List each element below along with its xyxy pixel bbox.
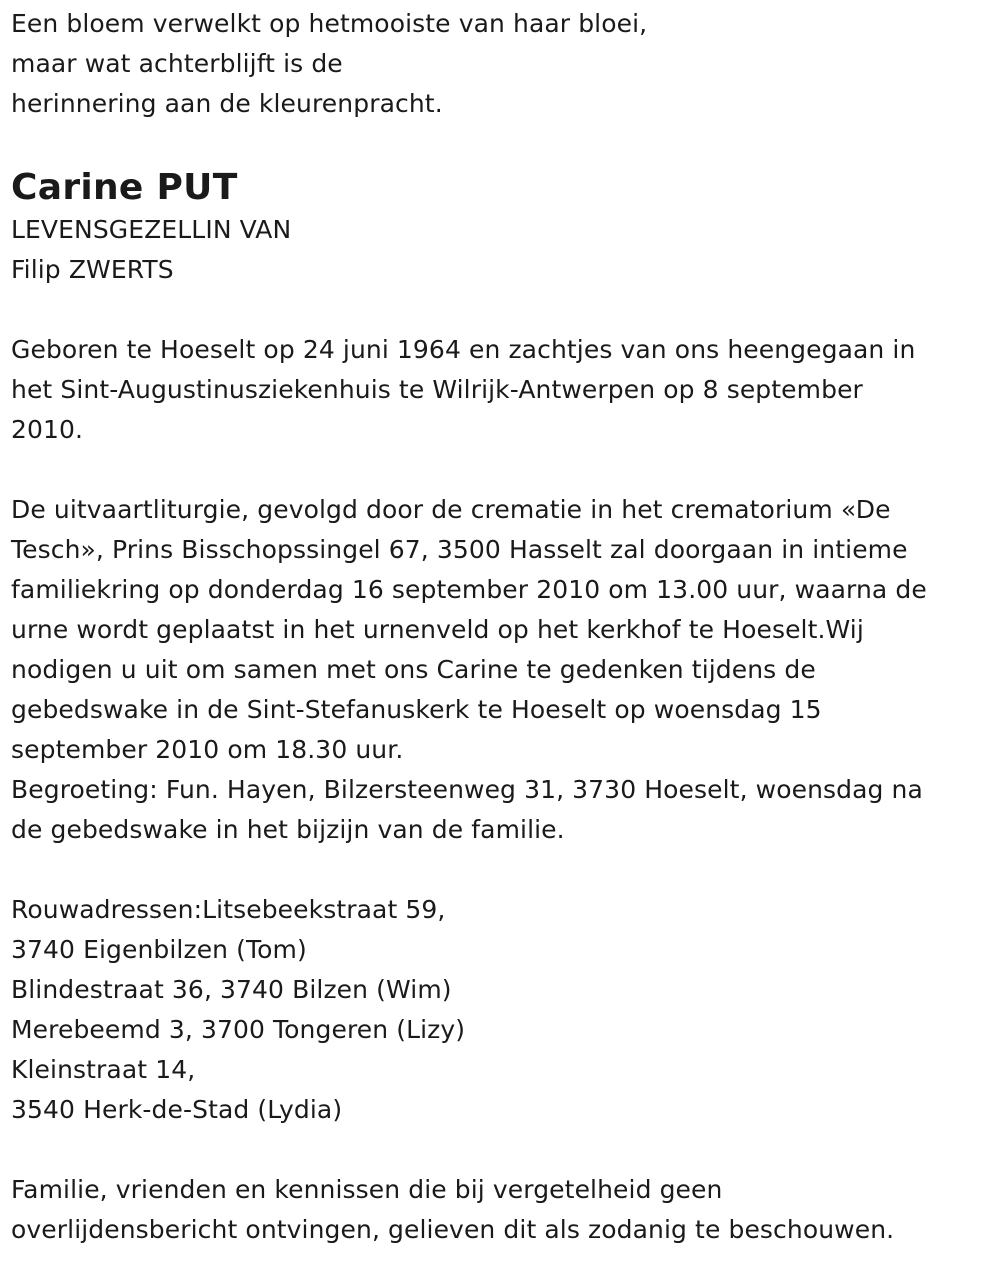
address-line: Rouwadressen:Litsebeekstraat 59, bbox=[11, 895, 446, 924]
address-line: Blindestraat 36, 3740 Bilzen (Wim) bbox=[11, 975, 452, 1004]
closing-paragraph bbox=[11, 1170, 986, 1250]
paragraph-line: de gebedswake in het bijzijn van de familie. bbox=[11, 815, 565, 844]
birth-death-paragraph bbox=[11, 330, 986, 450]
paragraph-line: Familie, vrienden en kennissen die bij vergetelheid geen bbox=[11, 1175, 723, 1204]
poem-line: herinnering aan de kleurenpracht. bbox=[11, 89, 443, 118]
paragraph-line: 2010. bbox=[11, 415, 84, 444]
paragraph-line: het Sint-Augustinusziekenhuis te Wilrijk-Antwerpen op 8 september bbox=[11, 375, 863, 404]
partner-name: Filip ZWERTS bbox=[11, 255, 174, 284]
address-line: Kleinstraat 14, bbox=[11, 1055, 196, 1084]
paragraph-line: urne wordt geplaatst in het urnenveld op het kerkhof te Hoeselt.Wij bbox=[11, 615, 864, 644]
spacer bbox=[11, 450, 986, 490]
paragraph-line: Begroeting: Fun. Hayen, Bilzersteenweg 31, 3730 Hoeselt, woensdag na bbox=[11, 775, 923, 804]
spacer bbox=[11, 850, 986, 890]
paragraph-line: Geboren te Hoeselt op 24 juni 1964 en zachtjes van ons heengegaan in bbox=[11, 335, 916, 364]
deceased-name: Carine PUT bbox=[11, 167, 238, 208]
paragraph-line: De uitvaartliturgie, gevolgd door de crematie in het crematorium «De bbox=[11, 495, 891, 524]
spacer bbox=[11, 124, 986, 164]
spacer bbox=[11, 290, 986, 330]
paragraph-line: nodigen u uit om samen met ons Carine te gedenken tijdens de bbox=[11, 655, 816, 684]
spacer bbox=[11, 1130, 986, 1170]
paragraph-line: gebedswake in de Sint-Stefanuskerk te Hoeselt op woensdag 15 bbox=[11, 695, 822, 724]
paragraph-line: overlijdensbericht ontvingen, gelieven dit als zodanig te beschouwen. bbox=[11, 1215, 895, 1244]
address-line: Merebeemd 3, 3700 Tongeren (Lizy) bbox=[11, 1015, 466, 1044]
address-line: 3540 Herk-de-Stad (Lydia) bbox=[11, 1095, 343, 1124]
mourning-addresses bbox=[11, 890, 986, 1130]
funeral-paragraph bbox=[11, 490, 986, 850]
paragraph-line: familiekring op donderdag 16 september 2010 om 13.00 uur, waarna de bbox=[11, 575, 927, 604]
poem bbox=[11, 4, 986, 124]
relation-label: LEVENSGEZELLIN VAN bbox=[11, 215, 292, 244]
poem-line: maar wat achterblijft is de bbox=[11, 49, 343, 78]
paragraph-line: september 2010 om 18.30 uur. bbox=[11, 735, 404, 764]
address-line: 3740 Eigenbilzen (Tom) bbox=[11, 935, 307, 964]
deceased-block bbox=[11, 166, 986, 290]
poem-line: Een bloem verwelkt op hetmooiste van haar bloei, bbox=[11, 9, 648, 38]
obituary-notice bbox=[11, 4, 986, 1250]
paragraph-line: Tesch», Prins Bisschopssingel 67, 3500 Hasselt zal doorgaan in intieme bbox=[11, 535, 908, 564]
